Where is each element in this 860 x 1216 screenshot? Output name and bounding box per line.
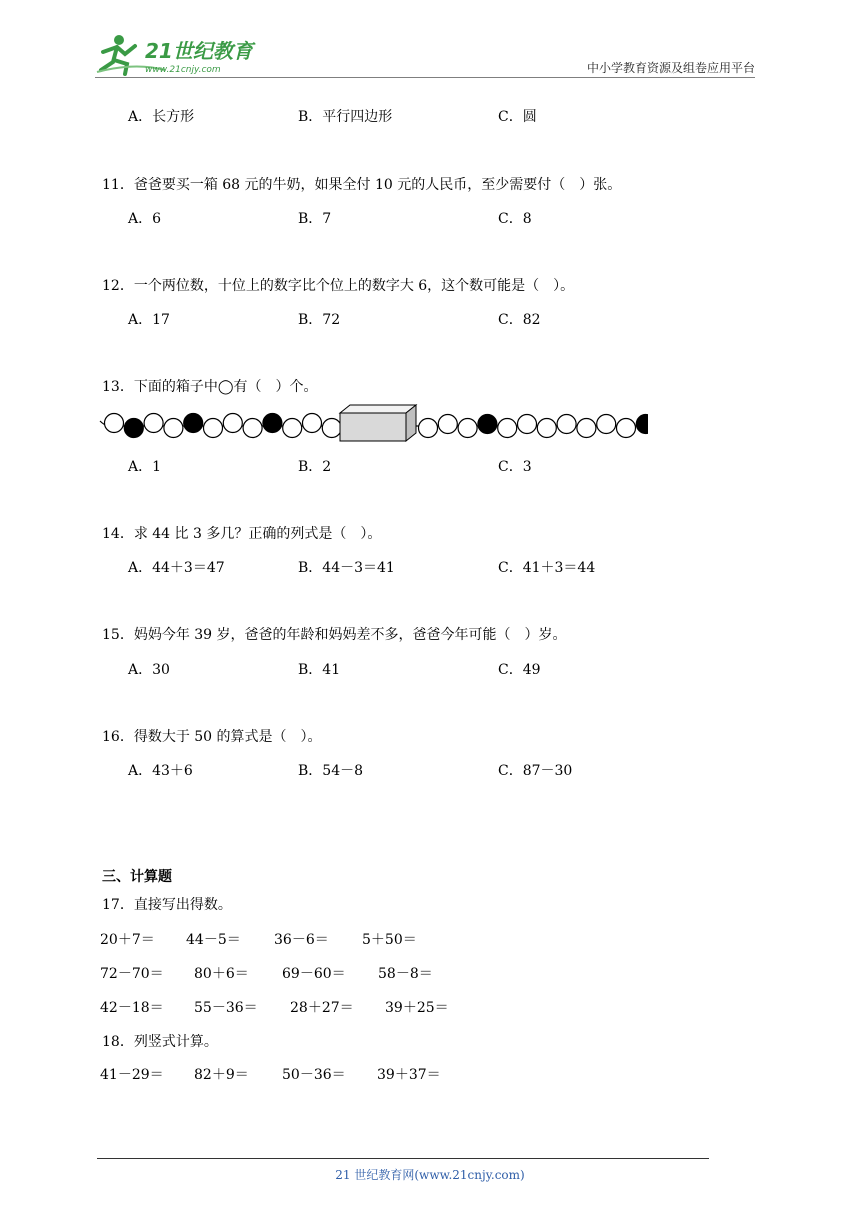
white-bead (597, 415, 616, 434)
logo-url: www.21cnjy.com (145, 65, 221, 75)
option-c: C．圆 (498, 109, 537, 125)
white-bead (438, 415, 457, 434)
black-bead (124, 419, 143, 438)
calc-item: 58－8＝ (378, 966, 433, 982)
calc-item: 44－5＝ (186, 932, 241, 948)
calc-item: 80＋6＝ (194, 966, 249, 982)
calc-item: 50－36＝ (282, 1067, 346, 1083)
header-platform-text: 中小学教育资源及组卷应用平台 (586, 61, 755, 75)
option-c: C．49 (498, 662, 541, 678)
black-bead (263, 414, 282, 433)
option-c: C．3 (498, 459, 532, 475)
white-bead (303, 414, 322, 433)
white-bead (243, 419, 262, 438)
white-bead (557, 415, 576, 434)
section-title: 三、计算题 (102, 869, 172, 885)
option-b: B．44－3＝41 (298, 560, 395, 576)
calc-item: 5＋50＝ (362, 932, 417, 948)
option-b: B．41 (298, 662, 341, 678)
question-17-stem: 17．直接写出得数。 (102, 897, 232, 913)
option-b: B．2 (298, 459, 332, 475)
option-c: C．82 (498, 312, 541, 328)
option-a: A．44＋3＝47 (128, 560, 225, 576)
calc-item: 36－6＝ (274, 932, 329, 948)
black-bead (636, 415, 648, 434)
option-a: A．17 (128, 312, 170, 328)
white-bead (283, 419, 302, 438)
option-c: C．87－30 (498, 763, 573, 779)
white-bead (204, 419, 223, 438)
white-bead (537, 419, 556, 438)
bead-string-figure (98, 403, 648, 448)
white-bead (144, 414, 163, 433)
logo (95, 32, 265, 76)
black-bead (184, 414, 203, 433)
calc-item: 39＋25＝ (385, 1000, 449, 1016)
logo-title: 21世纪教育 (145, 39, 253, 63)
white-bead (322, 419, 341, 438)
option-a: A．43＋6 (128, 763, 193, 779)
black-bead (478, 415, 497, 434)
white-bead (164, 419, 183, 438)
page-header (0, 0, 860, 80)
white-bead (498, 419, 517, 438)
option-a: A．30 (128, 662, 170, 678)
footer-text: 21 世纪教育网(www.21cnjy.com) (335, 1168, 525, 1182)
white-bead (105, 414, 124, 433)
white-bead (223, 414, 242, 433)
question-stem: 11．爸爸要买一箱 68 元的牛奶，如果全付 10 元的人民币，至少需要付（ ）张。 (102, 177, 622, 193)
option-c: C．8 (498, 211, 532, 227)
question-stem: 14．求 44 比 3 多几？正确的列式是（ ）。 (102, 526, 382, 542)
footer-divider (97, 1158, 709, 1159)
question-stem: 16．得数大于 50 的算式是（ ）。 (102, 729, 322, 745)
option-a: A．6 (128, 211, 162, 227)
calc-item: 82＋9＝ (194, 1067, 249, 1083)
option-b: B．72 (298, 312, 341, 328)
calc-item: 72－70＝ (100, 966, 164, 982)
question-stem: 12．一个两位数，十位上的数字比个位上的数字大 6，这个数可能是（ ）。 (102, 278, 575, 294)
option-a: A．长方形 (128, 109, 195, 125)
white-bead (419, 419, 438, 438)
question-stem: 13．下面的箱子中◯有（ ）个。 (102, 379, 318, 395)
calc-item: 20＋7＝ (100, 932, 155, 948)
white-bead (458, 419, 477, 438)
calc-item: 55－36＝ (194, 1000, 258, 1016)
question-18-stem: 18．列竖式计算。 (102, 1034, 218, 1050)
calc-item: 28＋27＝ (290, 1000, 354, 1016)
white-bead (518, 415, 537, 434)
option-a: A．1 (128, 459, 162, 475)
option-c: C．41＋3＝44 (498, 560, 596, 576)
question-stem: 15．妈妈今年 39 岁，爸爸的年龄和妈妈差不多，爸爸今年可能（ ）岁。 (102, 627, 567, 643)
white-bead (577, 419, 596, 438)
white-bead (617, 419, 636, 438)
option-b: B．54－8 (298, 763, 364, 779)
calc-item: 41－29＝ (100, 1067, 164, 1083)
calc-item: 42－18＝ (100, 1000, 164, 1016)
option-b: B．平行四边形 (298, 109, 393, 125)
header-divider (95, 77, 755, 78)
box-icon (340, 405, 416, 441)
calc-item: 69－60＝ (282, 966, 346, 982)
option-b: B．7 (298, 211, 332, 227)
calc-item: 39＋37＝ (377, 1067, 441, 1083)
